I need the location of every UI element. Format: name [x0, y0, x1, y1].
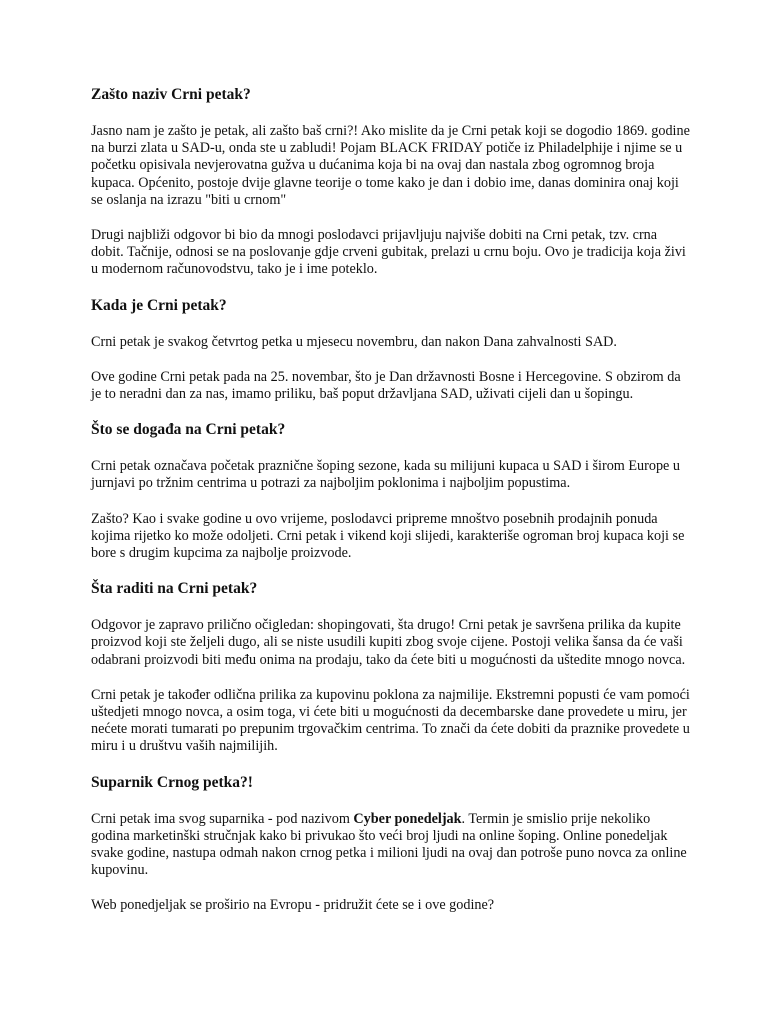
section-suparnik — [91, 774, 691, 915]
section-sta-raditi — [91, 580, 691, 755]
paragraph: Crni petak je svakog četvrtog petka u mjesecu novembru, dan nakon Dana zahvalnosti SAD. — [91, 333, 617, 350]
section-zasto-naziv — [91, 86, 691, 279]
paragraph: Crni petak je također odlična prilika za kupovinu poklona za najmilije. Ekstremni popusti će vam pomoći uštedjeti mnogo novca, a osim toga, vi ćete biti u mogućnosti da decembarske dane provedete u miru, jer nećete morati tumarati po prepunim trgovačkim centrima. To znači da ćete dobiti da praznike provedete u miru i u društvu vaših najmilijih. — [91, 686, 690, 755]
paragraph: Web ponedjeljak se proširio na Evropu - pridružit ćete se i ove godine? — [91, 897, 495, 914]
paragraph-text: . Termin je smislio prije nekoliko godina marketinški stručnjak kako bi privukao što veći broj ljudi na online šoping. Online ponedeljak svake godine, nastupa odmah nakon crnog petka i milioni ljudi na ovaj dan potroše puno novca za online kupovinu. — [91, 810, 687, 879]
cyber-ponedeljak-term: Cyber ponedeljak — [353, 810, 462, 827]
section-kada-je — [91, 297, 691, 404]
paragraph — [91, 811, 691, 880]
paragraph: Zašto? Kao i svake godine u ovo vrijeme, poslodavci pripreme mnoštvo posebnih prodajnih ponuda kojima rijetko ko može odoljeti. Crni petak i vikend koji slijedi, karakteriše ogroman broj kupaca koji se bore s drugim kupcima za najbolje proizvode. — [91, 510, 685, 562]
section-heading: Zašto naziv Crni petak? — [91, 86, 251, 103]
paragraph-text: Crni petak ima svog suparnika - pod nazivom — [91, 810, 354, 827]
section-heading: Suparnik Crnog petka?! — [91, 773, 253, 791]
document-page — [91, 86, 691, 933]
paragraph: Ove godine Crni petak pada na 25. novembar, što je Dan državnosti Bosne i Hercegovine. S obzirom da je to neradni dan za nas, imamo priliku, baš poput državljana SAD, uživati cijeli dan u šopingu. — [91, 368, 681, 403]
paragraph: Jasno nam je zašto je petak, ali zašto baš crni?! Ako mislite da je Crni petak koji se dogodio 1869. godine na burzi zlata u SAD-u, onda ste u zabludi! Pojam BLACK FRIDAY potiče iz Philadelphije i njime se u početku opisivala nevjerovatna gužva u dućanima koja bi na ovaj dan nastala zbog ogromnog broja kupaca. Općenito, postoje dvije glavne teorije o tome kako je dan i dobio ime, danas dominira onaj koji se oslanja na izrazu "biti u crnom" — [91, 123, 690, 208]
paragraph: Drugi najbliži odgovor bi bio da mnogi poslodavci prijavljuju najviše dobiti na Crni petak, tzv. crna dobit. Tačnije, odnosi se na poslovanje gdje crveni gubitak, prelazi u crnu boju. Ovo je tradicija koja živi u modernom računovodstvu, tako je i ime poteklo. — [91, 227, 686, 278]
section-heading: Šta raditi na Crni petak? — [91, 580, 258, 598]
section-sto-se-dogada — [91, 421, 691, 562]
paragraph: Crni petak označava početak praznične šoping sezone, kada su milijuni kupaca u SAD i širom Europe u jurnjavi po tržnim centrima u potrazi za najboljim poklonima i najboljim popustima. — [91, 458, 680, 492]
section-heading: Kada je Crni petak? — [91, 296, 227, 314]
paragraph: Odgovor je zapravo prilično očigledan: shopingovati, šta drugo! Crni petak je savršena prilika da kupite proizvod koji ste željeli dugo, ali se niste usudili kupiti zbog svoje cijene. Postoji velika šansa da će vaši odabrani proizvodi biti među onima na prodaju, tako da ćete biti u mogućnosti da uštedite mnogo novca. — [91, 617, 686, 668]
section-heading: Što se događa na Crni petak? — [91, 421, 286, 439]
